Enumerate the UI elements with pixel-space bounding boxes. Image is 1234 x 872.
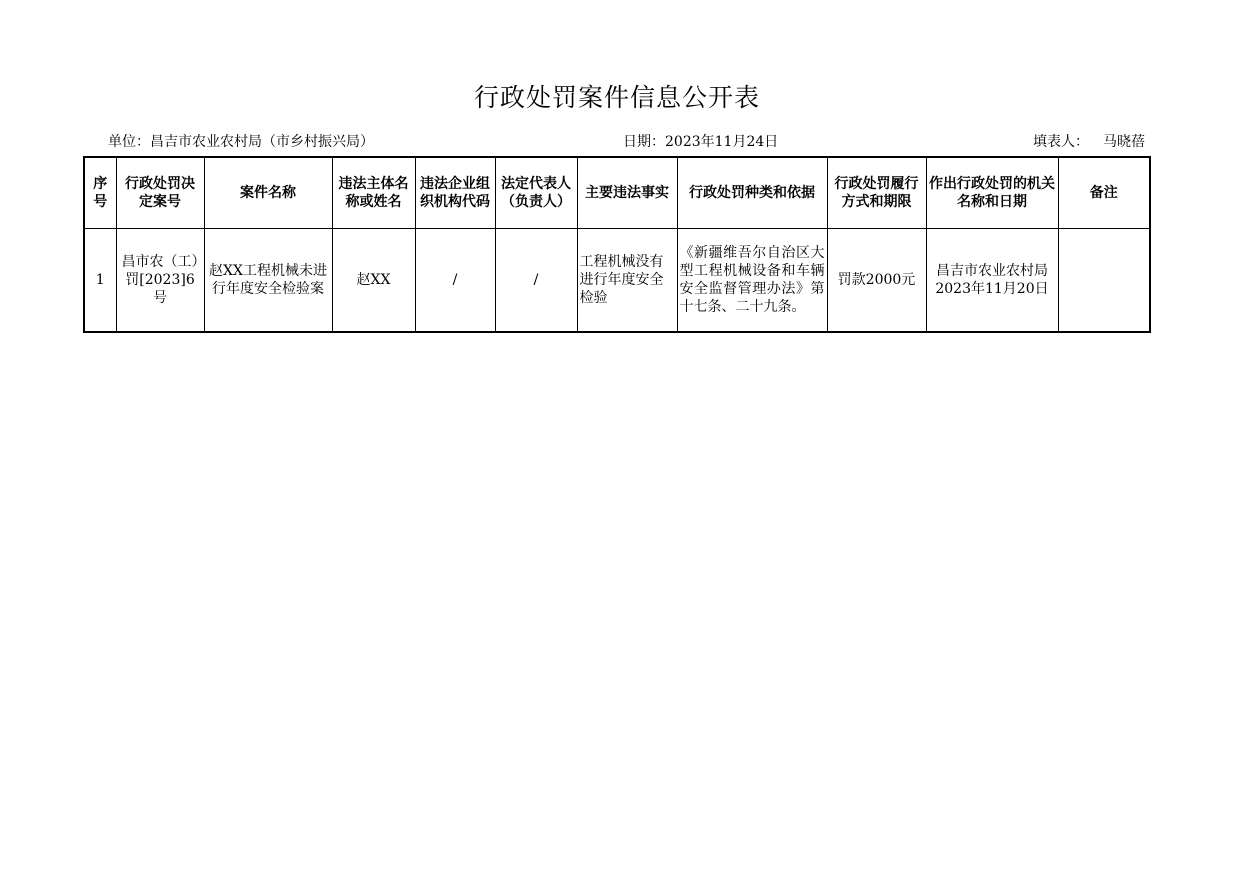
- unit-info: [108, 131, 374, 151]
- header-facts: 主要违法事实: [577, 157, 677, 229]
- unit-value: 昌吉市农业农村局（市乡村振兴局）: [150, 134, 374, 150]
- header-subject: 违法主体名称或姓名: [332, 157, 415, 229]
- cell-seq: 1: [84, 229, 116, 333]
- header-case-no: 行政处罚决定案号: [116, 157, 204, 229]
- cell-fulfillment: 罚款2000元: [827, 229, 926, 333]
- cell-case-name: 赵XX工程机械未进行年度安全检验案: [204, 229, 332, 333]
- page-title: 行政处罚案件信息公开表: [473, 83, 760, 112]
- header-org-code: 违法企业组织机构代码: [415, 157, 495, 229]
- table-row: [84, 229, 1150, 333]
- cell-facts: 工程机械没有进行年度安全检验: [577, 229, 677, 333]
- date-value: 2023年11月24日: [665, 134, 779, 150]
- cell-authority-date: 昌吉市农业农村局2023年11月20日: [926, 229, 1058, 333]
- cell-legal-rep: /: [495, 229, 577, 333]
- cell-org-code: /: [415, 229, 495, 333]
- penalty-case-table: [83, 156, 1151, 333]
- header-seq: 序号: [84, 157, 116, 229]
- date-label: 日期：: [623, 134, 665, 150]
- filler-label: 填表人：: [1033, 134, 1089, 150]
- unit-label: 单位：: [108, 134, 150, 150]
- header-remark: 备注: [1058, 157, 1150, 229]
- header-authority-date: 作出行政处罚的机关名称和日期: [926, 157, 1058, 229]
- header-basis: 行政处罚种类和依据: [677, 157, 827, 229]
- header-legal-rep: 法定代表人（负责人）: [495, 157, 577, 229]
- filler-info: [1033, 131, 1145, 151]
- cell-remark: [1058, 229, 1150, 333]
- filler-value: 马晓蓓: [1103, 134, 1145, 150]
- table-header-row: [84, 157, 1150, 229]
- header-fulfillment: 行政处罚履行方式和期限: [827, 157, 926, 229]
- cell-case-no: 昌市农（工）罚[2023]6 号: [116, 229, 204, 333]
- cell-basis: 《新疆维吾尔自治区大型工程机械设备和车辆安全监督管理办法》第十七条、二十九条。: [677, 229, 827, 333]
- header-case-name: 案件名称: [204, 157, 332, 229]
- date-info: [623, 131, 778, 151]
- cell-subject: 赵XX: [332, 229, 415, 333]
